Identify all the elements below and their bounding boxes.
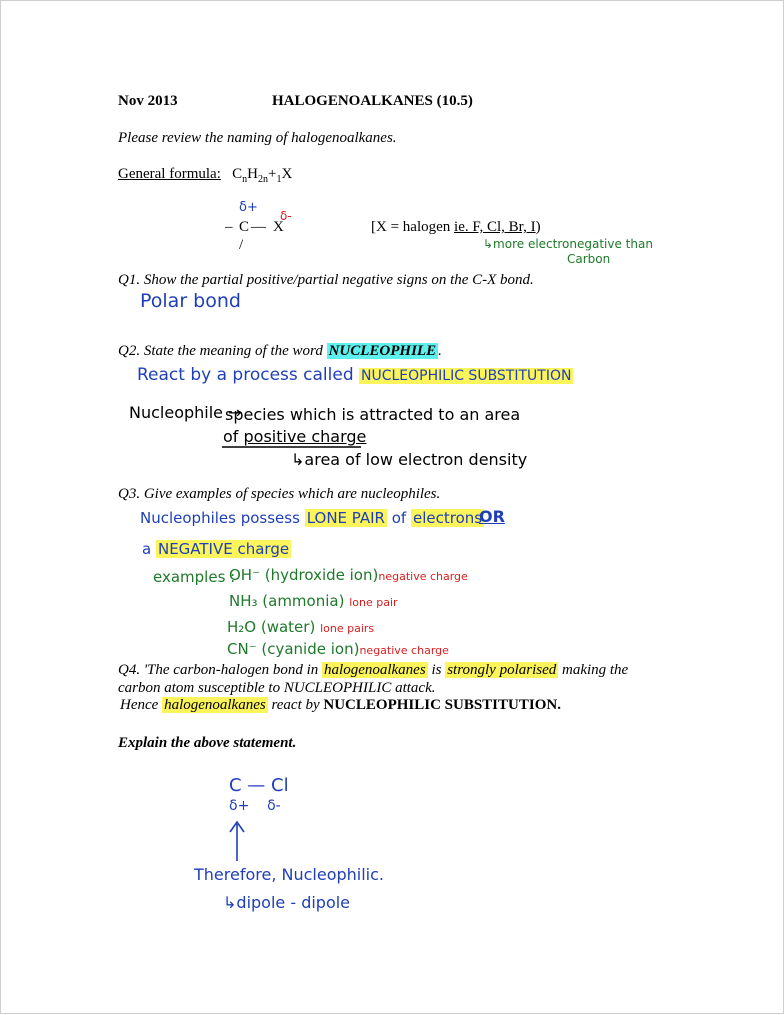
q4-line2: carbon atom susceptible to NUCLEOPHILIC attack. bbox=[118, 680, 436, 696]
structure-delta-minus: δ- bbox=[280, 209, 292, 223]
q4-answer-line1: Therefore, Nucleophilic. bbox=[194, 865, 384, 884]
structure-delta-plus: δ+ bbox=[239, 200, 258, 215]
q4-diagram-bond: C — Cl bbox=[229, 775, 289, 796]
structure-dash-left: – bbox=[225, 219, 233, 235]
q3-line1-pre: Nucleophiles possess bbox=[140, 509, 305, 527]
q3-line1-mid: of bbox=[386, 509, 411, 527]
lone-pair-highlight: LONE PAIR bbox=[306, 509, 385, 527]
example-ammonia-note: lone pair bbox=[349, 596, 398, 609]
halogenoalkanes-highlight: halogenoalkanes bbox=[324, 662, 426, 678]
q4-line3-a: Hence bbox=[120, 697, 163, 713]
formula-sub-2n: 2n bbox=[257, 174, 268, 185]
formula-plus: + bbox=[267, 166, 277, 182]
q4-line1-c: making the bbox=[558, 662, 629, 678]
example-hydroxide-text: OH⁻ (hydroxide ion) bbox=[229, 566, 379, 584]
nucleophile-definition-line3: ↳area of low electron density bbox=[291, 450, 528, 469]
q4-line1-b: is bbox=[427, 662, 446, 678]
halogenoalkanes-highlight-2: halogenoalkanes bbox=[164, 697, 266, 713]
example-water-note: lone pairs bbox=[320, 622, 375, 635]
strongly-polarised-highlight: strongly polarised bbox=[447, 662, 557, 678]
handwritten-strokes bbox=[1, 1, 784, 1015]
q4-instruction: Explain the above statement. bbox=[118, 735, 297, 751]
example-cyanide-note: negative charge bbox=[359, 644, 449, 657]
example-hydroxide-note: negative charge bbox=[378, 570, 468, 583]
nucleophile-definition-line1: species which is attracted to an area bbox=[225, 405, 521, 424]
q2-answer-pre: React by a process called bbox=[137, 365, 360, 385]
formula-c: C bbox=[232, 166, 243, 182]
q2-question-post: . bbox=[438, 343, 442, 359]
q2-question-pre: Q2. State the meaning of the word bbox=[118, 343, 327, 359]
q3-line2-pre: a bbox=[142, 540, 156, 558]
halogen-note-list: ie. F, Cl, Br, I bbox=[454, 219, 536, 235]
q4-line1-a: Q4. 'The carbon-halogen bond in bbox=[118, 662, 323, 678]
q3-or: OR bbox=[479, 507, 505, 526]
header-date: Nov 2013 bbox=[118, 93, 178, 109]
header-title: HALOGENOALKANES (10.5) bbox=[272, 93, 473, 109]
q2-keyword-highlight: NUCLEOPHILE bbox=[328, 343, 437, 359]
nucleophile-def-positive-charge: positive charge bbox=[243, 427, 367, 446]
negative-charge-highlight: NEGATIVE charge bbox=[157, 540, 290, 558]
example-cyanide-text: CN⁻ (cyanide ion) bbox=[227, 640, 360, 658]
structure-slash: / bbox=[239, 237, 244, 253]
halogen-note-post: ) bbox=[535, 219, 541, 235]
formula-sub-n: n bbox=[242, 174, 248, 185]
q1-question: Q1. Show the partial positive/partial negative signs on the C-X bond. bbox=[118, 272, 534, 288]
nucleophile-def-of: of bbox=[223, 427, 244, 446]
structure-carbon: C bbox=[239, 219, 250, 235]
electronegativity-annotation-carbon: Carbon bbox=[567, 252, 611, 266]
q4-line3-b: react by bbox=[267, 697, 324, 713]
q4-answer-line2: ↳dipole - dipole bbox=[223, 893, 351, 912]
formula-x: X bbox=[281, 166, 293, 182]
q1-answer: Polar bond bbox=[140, 290, 241, 312]
example-water-text: H₂O (water) bbox=[227, 618, 316, 636]
electronegativity-annotation: ↳more electronegative than bbox=[483, 237, 653, 251]
q2-answer-highlight: NUCLEOPHILIC SUBSTITUTION bbox=[361, 368, 572, 384]
q3-question: Q3. Give examples of species which are nucleophiles. bbox=[118, 486, 441, 502]
intro-text: Please review the naming of halogenoalkanes. bbox=[118, 130, 397, 146]
structure-bond: — bbox=[251, 219, 266, 235]
q4-line3-bold: NUCLEOPHILIC SUBSTITUTION. bbox=[323, 697, 561, 713]
formula-h: H bbox=[247, 166, 258, 182]
examples-label: examples : bbox=[153, 568, 236, 586]
electrons-highlight: electrons bbox=[412, 509, 483, 527]
halogen-note-pre: [X = halogen bbox=[371, 219, 455, 235]
nucleophile-term: Nucleophile → bbox=[129, 403, 242, 422]
formula-sub-1: 1 bbox=[276, 174, 282, 185]
example-ammonia-text: NH₃ (ammonia) bbox=[229, 592, 345, 610]
structure-halogen: X bbox=[273, 219, 284, 235]
q4-diagram-charges: δ+ δ- bbox=[229, 798, 281, 814]
formula-label: General formula: bbox=[118, 166, 221, 182]
